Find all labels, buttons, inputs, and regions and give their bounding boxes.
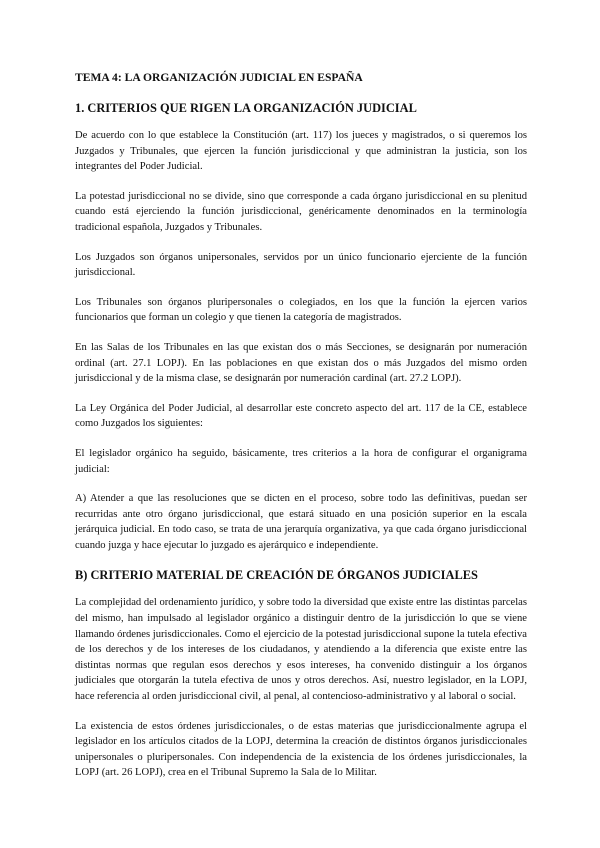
paragraph: El legislador orgánico ha seguido, básicamente, tres criterios a la hora de configurar el organigrama judicial: (75, 447, 527, 475)
paragraph: La Ley Orgánica del Poder Judicial, al desarrollar este concreto aspecto del art. 117 de la CE, establece como Juzgados los siguientes: (75, 402, 527, 430)
section-heading-criterio-material: B) CRITERIO MATERIAL DE CREACIÓN DE ÓRGANOS JUDICIALES (75, 568, 478, 583)
paragraph: De acuerdo con lo que establece la Constitución (art. 117) los jueces y magistrados, o si queremos los Juzgados y Tribunales, que ejercen la función jurisdiccional y que administran la justicia, son los integrantes del Poder Judicial. (75, 130, 527, 173)
paragraph: La existencia de estos órdenes jurisdiccionales, o de estas materias que jurisdiccionalmente agrupa el legislador en los artículos citados de la LOPJ, determina la creación de distintos órganos jurisdiccionales unipersonales o pluripersonales. Con independencia de la existencia de los órdenes jurisdiccionales, la LOPJ (art. 26 LOPJ), crea en el Tribunal Supremo la Sala de lo Militar. (75, 720, 527, 779)
paragraph: La complejidad del ordenamiento jurídico, y sobre todo la diversidad que existe entre las distintas parcelas del mismo, han impulsado al legislador orgánico a distinguir dentro de la jurisdicción lo que se viene llamando órdenes jurisdiccionales. Como el ejercicio de la potestad jurisdiccional supone la tutela efectiva de los derechos y de los intereses de los ciudadanos, y atendiendo a la diferencia que existe entre las distintas normas que regulan esos derechos y esos intereses, ha convenido distinguir a los órganos judiciales que otorgarán la tutela efectiva de unos y otros derechos. Así, nuestro legislador, en la LOPJ, hace referencia al orden jurisdiccional civil, al penal, al contencioso-administrativo y al laboral o social. (75, 597, 527, 703)
paragraph: La potestad jurisdiccional no se divide, sino que corresponde a cada órgano jurisdiccional en su plenitud cuando está ejerciendo la función jurisdiccional, genéricamente denominados en la terminología tradicional española, Juzgados y Tribunales. (75, 190, 527, 233)
section-heading-criterios: 1. CRITERIOS QUE RIGEN LA ORGANIZACIÓN JUDICIAL (75, 101, 417, 115)
paragraph: A) Atender a que las resoluciones que se dicten en el proceso, sobre todo las definitivas, puedan ser recurridas ante otro órgano jurisdiccional, que estará situado en una posición superior en la escala jerárquica judicial. En todo caso, se trata de una jerarquía organizativa, ya que cada órgano jurisdiccional cuando juzga y hace ejecutar lo juzgado es ajerárquico e independiente. (75, 493, 527, 551)
document-content (75, 70, 527, 795)
paragraph: En las Salas de los Tribunales en las que existan dos o más Secciones, se designarán por numeración ordinal (art. 27.1 LOPJ). En las poblaciones en que existan dos o más Juzgados del mismo orden jurisdiccional y de la misma clase, se designarán por numeración cardinal (art. 27.2 LOPJ). (75, 341, 527, 385)
document-title: TEMA 4: LA ORGANIZACIÓN JUDICIAL EN ESPAÑA (75, 71, 363, 84)
paragraph: Los Tribunales son órganos pluripersonales o colegiados, en los que la función la ejercen varios funcionarios que forman un colegio y que tienen la categoría de magistrados. (75, 296, 527, 324)
paragraph: Los Juzgados son órganos unipersonales, servidos por un único funcionario ejerciente de la función jurisdiccional. (75, 251, 527, 279)
